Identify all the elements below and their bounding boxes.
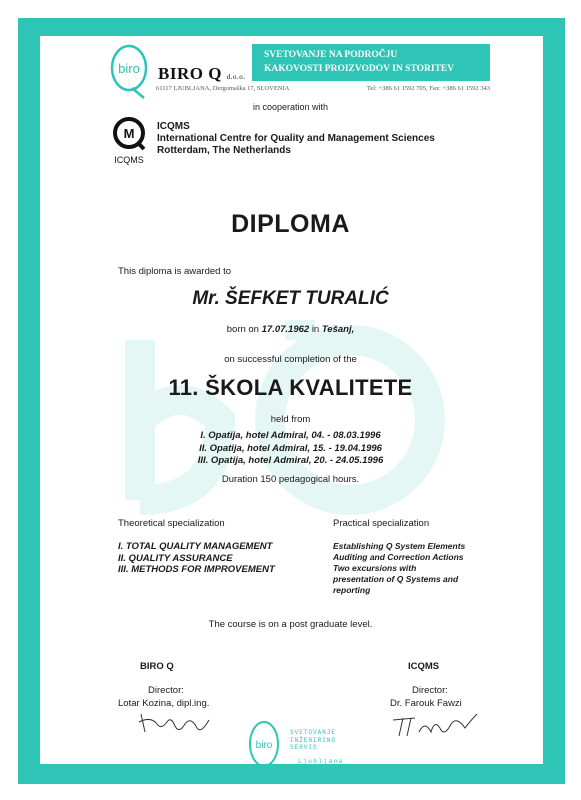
icqms-description xyxy=(157,121,435,157)
icqms-name: ICQMS xyxy=(157,121,190,132)
session-item: II. Opatija, hotel Admiral, 15. - 19.04.1996 xyxy=(199,442,382,454)
banner-line-1: SVETOVANJE NA PODROČJU xyxy=(264,50,398,60)
diploma-title: DIPLOMA xyxy=(231,210,350,238)
practical-list xyxy=(333,541,465,596)
awarded-text: This diploma is awarded to xyxy=(118,266,231,277)
brand-name-text: BIRO Q xyxy=(158,64,222,83)
practical-item: Two excursions with xyxy=(333,563,417,573)
left-handwritten-signature xyxy=(135,706,215,736)
duration: Duration 150 pedagogical hours. xyxy=(221,474,360,485)
session-item: III. Opatija, hotel Admiral, 20. - 24.05.1996 xyxy=(197,455,384,466)
practical-title: Practical specialization xyxy=(333,518,430,529)
theoretical-list xyxy=(118,541,275,576)
postgraduate-note: The course is on a post graduate level. xyxy=(208,619,373,630)
icqms-logo-caption: ICQMS xyxy=(114,155,144,165)
born-prefix: born on xyxy=(226,324,259,335)
session-item: I. Opatija, hotel Admiral, 04. - 08.03.1996 xyxy=(200,430,381,441)
footer-services xyxy=(290,729,336,752)
born-place: Tešanj, xyxy=(321,324,355,335)
brand-name xyxy=(158,64,245,84)
phone: Tel: +386 61 1592 705, Fax: +386 61 1592 343 xyxy=(366,85,490,92)
born-date: 17.07.1962 xyxy=(261,324,310,335)
session-list xyxy=(0,430,581,468)
right-signature-name: Dr. Farouk Fawzi xyxy=(390,698,462,709)
right-signature-role: Director: xyxy=(412,685,448,696)
icqms-logo-letter: M xyxy=(123,126,135,141)
practical-item: Auditing and Correction Actions xyxy=(333,552,464,562)
theoretical-item: III. METHODS FOR IMPROVEMENT xyxy=(118,564,275,575)
address: 61117 LJUBLJANA, Dergomaška 17, SLOVENIA xyxy=(156,85,290,92)
address-line xyxy=(156,85,490,92)
theoretical-title: Theoretical specialization xyxy=(118,518,225,529)
left-signature-role: Director: xyxy=(148,685,184,696)
recipient-name: Mr. ŠEFKET TURALIĆ xyxy=(192,288,389,309)
held-from: held from xyxy=(270,414,311,425)
cooperation-text: in cooperation with xyxy=(252,102,329,112)
footer-line: INŽENIRING xyxy=(290,736,337,744)
theoretical-item: II. QUALITY ASSURANCE xyxy=(118,552,233,564)
completion-text: on successful completion of the xyxy=(224,354,357,365)
practical-item: presentation of Q Systems and xyxy=(333,574,459,584)
practical-item: Establishing Q System Elements xyxy=(333,541,466,551)
icqms-fullname: International Centre for Quality and Management Sciences xyxy=(157,133,435,144)
right-handwritten-signature xyxy=(385,708,485,738)
course-title: 11. ŠKOLA KVALITETE xyxy=(168,375,413,400)
brand-banner xyxy=(252,44,490,81)
footer-logo-text: biro xyxy=(255,740,273,751)
footer-city: Ljubljana xyxy=(298,758,344,765)
footer-line: SVETOVANJE xyxy=(290,729,337,736)
logo-text: biro xyxy=(118,61,140,76)
born-in: in xyxy=(311,324,320,335)
biro-q-logo xyxy=(104,40,154,100)
footer-line: SERVIS xyxy=(290,744,318,751)
icqms-location: Rotterdam, The Netherlands xyxy=(157,145,291,156)
practical-item: reporting xyxy=(333,585,371,595)
icqms-logo xyxy=(108,116,150,166)
theoretical-item: I. TOTAL QUALITY MANAGEMENT xyxy=(118,541,273,552)
brand-suffix: d.o.o. xyxy=(226,73,246,81)
left-signature-name: Lotar Kozina, dipl.ing. xyxy=(118,698,210,709)
birth-info xyxy=(0,324,581,335)
right-signature-org: ICQMS xyxy=(408,661,440,672)
left-signature-org: BIRO Q xyxy=(140,661,174,672)
banner-line-2: KAKOVOSTI PROIZVODOV IN STORITEV xyxy=(264,64,455,74)
footer-biro-logo xyxy=(244,718,284,776)
